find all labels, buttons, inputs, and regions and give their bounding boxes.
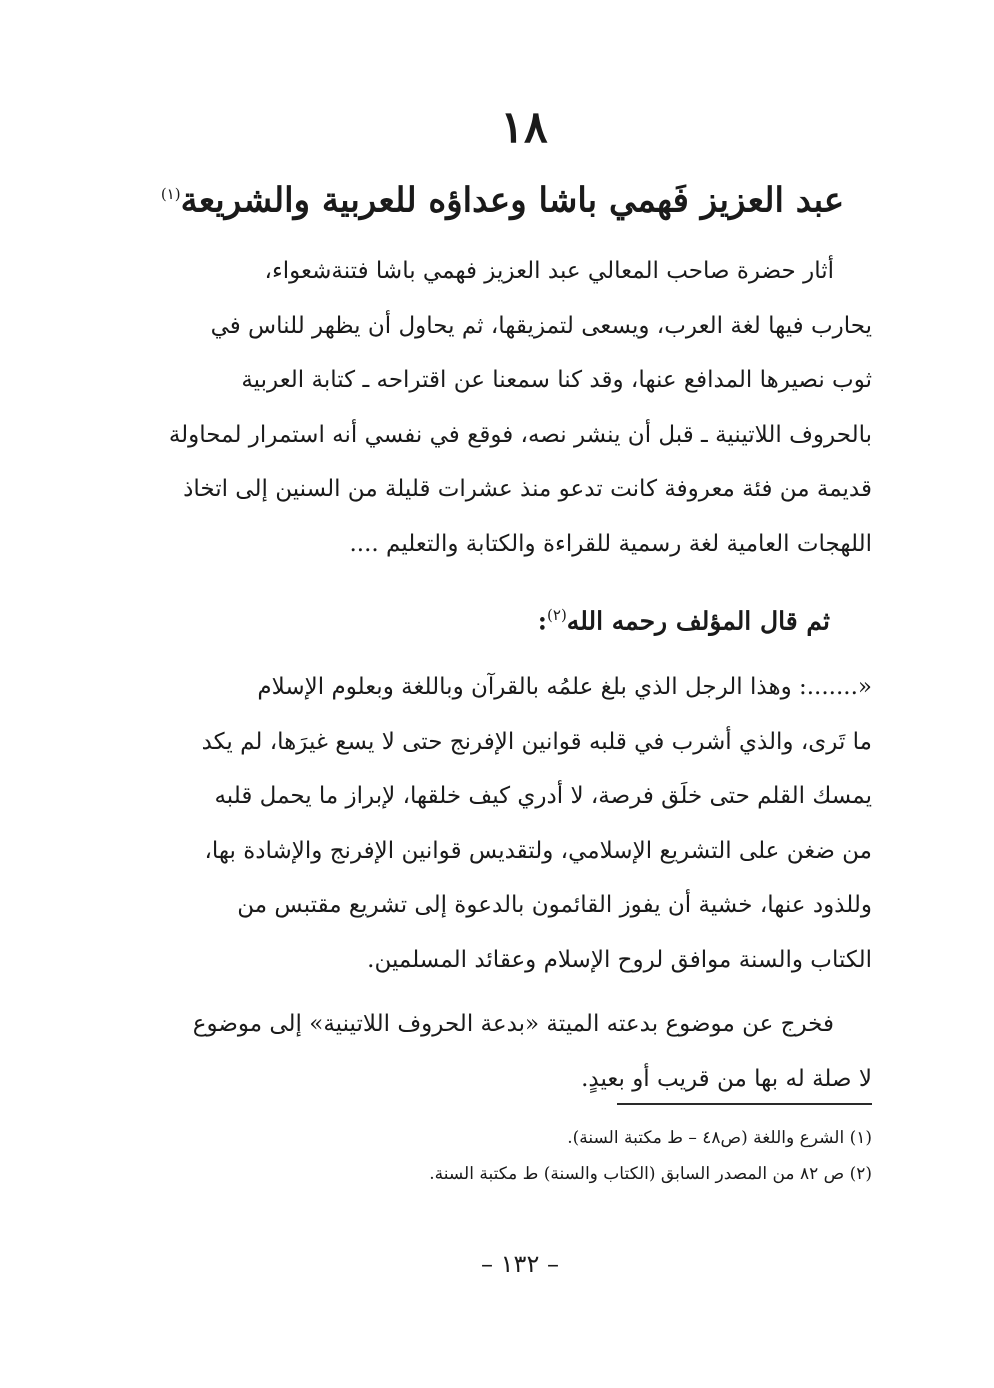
chapter-title-text: عبد العزيز فَهمي باشا وعداؤه للعربية والشريعة <box>180 180 845 221</box>
intro-line: أثار حضرة صاحب المعالي عبد العزيز فهمي باشا فتنةشعواء، <box>264 258 834 284</box>
quote-line: يمسك القلم حتى خلَق فرصة، لا أدري كيف خلقها، لإبراز ما يحمل قلبه <box>214 783 872 809</box>
page-number: – ١٣٢ – <box>481 1250 559 1278</box>
footnote-1: (١) الشرع واللغة (ص٤٨ – ط مكتبة السنة). <box>567 1128 872 1148</box>
quote-paragraph <box>160 660 872 987</box>
intro-line: قديمة من فئة معروفة كانت تدعو منذ عشرات قليلة من السنين إلى اتخاذ <box>183 476 872 502</box>
quote-line: الكتاب والسنة موافق لروح الإسلام وعقائد المسلمين. <box>367 946 872 973</box>
quote-line: من ضغن على التشريع الإسلامي، ولتقديس قوانين الإفرنج والإشادة بها، <box>204 837 872 864</box>
intro-paragraph <box>160 244 872 571</box>
quote-line: وللذود عنها، خشية أن يفوز القائمون بالدعوة إلى تشريع مقتبس من <box>237 892 872 918</box>
section-heading <box>160 590 830 646</box>
chapter-number: ١٨ <box>500 102 548 153</box>
footnotes <box>160 1120 872 1192</box>
chapter-title-footnote-ref: (١) <box>160 185 181 203</box>
intro-line: يحارب فيها لغة العرب، ويسعى لتمزيقها، ثم يحاول أن يظهر للناس في <box>210 312 872 339</box>
quote-line: ما تَرى، والذي أشرب في قلبه قوانين الإفرنج حتى لا يسع غيرَها، لم يكد <box>201 728 872 755</box>
intro-line: بالحروف اللاتينية ـ قبل أن ينشر نصه، فوقع في نفسي أنه استمرار لمحاولة <box>168 421 872 448</box>
closing-line: فخرج عن موضوع بدعته الميتة «بدعة الحروف اللاتينية» إلى موضوع <box>192 1011 834 1037</box>
footnote-divider <box>617 1103 872 1105</box>
chapter-title <box>150 166 855 228</box>
intro-line: اللهجات العامية لغة رسمية للقراءة والكتابة والتعليم .... <box>349 530 872 557</box>
footnote-2: (٢) ص ٨٢ من المصدر السابق (الكتاب والسنة) ط مكتبة السنة. <box>429 1164 872 1184</box>
closing-paragraph <box>160 997 872 1106</box>
section-heading-colon: : <box>537 606 548 636</box>
intro-line: ثوب نصيرها المدافع عنها، وقد كنا سمعنا عن اقتراحه ـ كتابة العربية <box>241 367 872 393</box>
section-heading-text: ثم قال المؤلف رحمه الله <box>566 606 830 636</box>
quote-line: «.......: وهذا الرجل الذي بلغ علمُه بالقرآن وباللغة وبعلوم الإسلام <box>257 674 872 700</box>
closing-line: لا صلة له بها من قريب أو بعيدٍ. <box>581 1065 872 1092</box>
section-heading-footnote-ref: (٢) <box>547 606 567 624</box>
